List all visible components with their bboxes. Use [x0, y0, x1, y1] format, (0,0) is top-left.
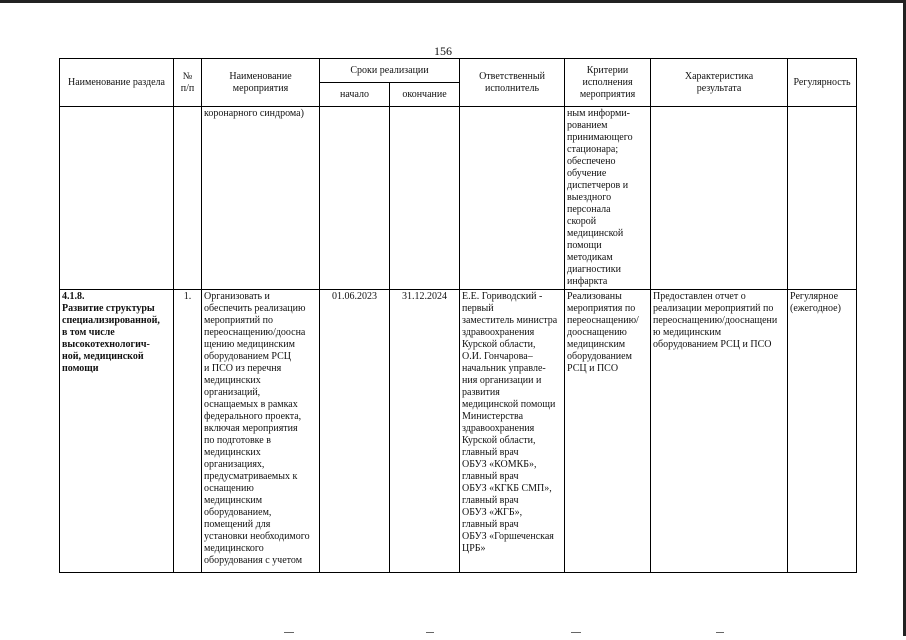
- cell-result: Предоставлен отчет о реализации мероприятий по переоснащению/дооснащени ю медицинским оборудованием РСЦ и ПСО: [651, 290, 788, 573]
- plan-table: [59, 58, 857, 573]
- header-result: Характеристика результата: [651, 59, 788, 107]
- table-row: [60, 107, 857, 290]
- header-terms: Сроки реализации: [320, 59, 460, 83]
- header-end: окончание: [390, 83, 460, 107]
- header-start: начало: [320, 83, 390, 107]
- scan-mark: [284, 632, 294, 633]
- cell-start: [320, 107, 390, 290]
- scan-mark: [426, 632, 434, 633]
- table-row: [60, 290, 857, 573]
- cell-section: [60, 107, 174, 290]
- cell-num: [174, 107, 202, 290]
- cell-end: 31.12.2024: [390, 290, 460, 573]
- header-row: [60, 59, 857, 83]
- scan-mark: [716, 632, 724, 633]
- scan-mark: [571, 632, 581, 633]
- header-event: Наименование мероприятия: [202, 59, 320, 107]
- cell-event: Организовать и обеспечить реализацию мероприятий по переоснащению/доосна щению медицинским оборудованием РСЦ и ПСО из перечня медицинских организаций, оснащаемых в рамках федерального проекта, включая мероприятия по подготовке в медицинских организациях, предусматриваемых к оснащению медицинским оборудованием, помещений для установки необходимого медицинского оборудования с учетом: [202, 290, 320, 573]
- cell-result: [651, 107, 788, 290]
- cell-start: 01.06.2023: [320, 290, 390, 573]
- cell-responsible: [460, 107, 565, 290]
- header-responsible: Ответственный исполнитель: [460, 59, 565, 107]
- header-criteria: Критерии исполнения мероприятия: [565, 59, 651, 107]
- cell-section: 4.1.8. Развитие структуры специализированной, в том числе высокотехнологич- ной, медицинской помощи: [60, 290, 174, 573]
- cell-criteria: ным информи- рованием принимающего стационара; обеспечено обучение диспетчеров и выездного персонала скорой медицинской помощи методикам диагностики инфаркта: [565, 107, 651, 290]
- cell-num: 1.: [174, 290, 202, 573]
- cell-end: [390, 107, 460, 290]
- header-regularity: Регулярность: [788, 59, 857, 107]
- cell-responsible: Е.Е. Гориводский - первый заместитель министра здравоохранения Курской области, О.И. Гончарова– начальник управле- ния организации и развития медицинской помощи Министерства здравоохранения Курской области, главный врач ОБУЗ «КОМКБ», главный врач ОБУЗ «КГКБ СМП», главный врач ОБУЗ «ЖГБ», главный врач ОБУЗ «Горшеченская ЦРБ»: [460, 290, 565, 573]
- header-num: № п/п: [174, 59, 202, 107]
- header-section: Наименование раздела: [60, 59, 174, 107]
- scan-edge-top: [0, 0, 906, 3]
- page-number: 156: [434, 44, 452, 58]
- cell-regularity: Регулярное (ежегодное): [788, 290, 857, 573]
- cell-regularity: [788, 107, 857, 290]
- cell-event: коронарного синдрома): [202, 107, 320, 290]
- cell-criteria: Реализованы мероприятия по переоснащению/ дооснащению медицинским оборудованием РСЦ и ПСО: [565, 290, 651, 573]
